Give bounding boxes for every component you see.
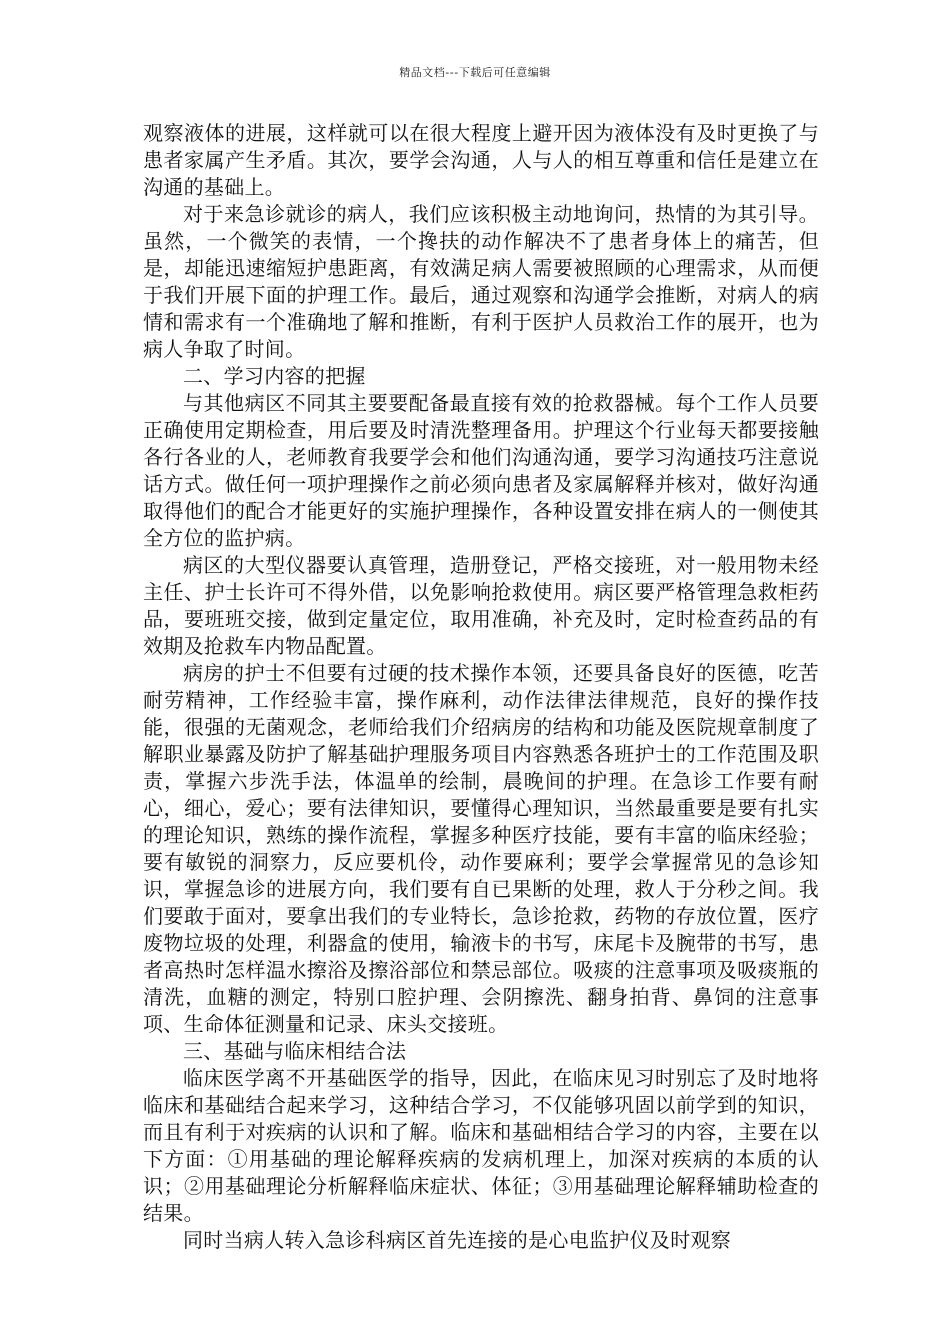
- paragraph-ward-instruments: 病区的大型仪器要认真管理，造册登记，严格交接班，对一般用物未经主任、护士长许可不得外借，以免影响抢救使用。病区要严格管理急救柜药品，要班班交接，做到定量定位，取用准确，补充及时，定时检查药品的有效期及抢救车内物品配置。: [143, 553, 819, 658]
- paragraph-equipment: 与其他病区不同其主要要配备最直接有效的抢救器械。每个工作人员要正确使用定期检查，用后要及时清洗整理备用。护理这个行业每天都要接触各行各业的人，老师教育我要学会和他们沟通沟通，要学习沟通技巧注意说话方式。做任何一项护理操作之前必须向患者及家属解释并核对，做好沟通取得他们的配合才能更好的实施护理操作，各种设置安排在病人的一侧使其全方位的监护病。: [143, 391, 819, 550]
- paragraph-nurse-skills: 病房的护士不但要有过硬的技术操作本领，还要具备良好的医德，吃苦耐劳精神，工作经验丰富，操作麻利，动作法律法律规范，良好的操作技能，很强的无菌观念，老师给我们介绍病房的结构和功能及医院规章制度了解职业暴露及防护了解基础护理服务项目内容熟悉各班护士的工作范围及职责，掌握六步洗手法，体温单的绘制，晨晚间的护理。在急诊工作要有耐心，细心，爱心；要有法律知识，要懂得心理知识，当然最重要是要有扎实的理论知识，熟练的操作流程，掌握多种医疗技能，要有丰富的临床经验；要有敏锐的洞察力，反应要机伶，动作要麻利；要学会掌握常见的急诊知识，掌握急诊的进展方向，我们要有自已果断的处理，救人于分秒之间。我们要敢于面对，要拿出我们的专业特长，急诊抢救，药物的存放位置，医疗废物垃圾的处理，利器盒的使用，输液卡的书写，床尾卡及腕带的书写，患者高热时怎样温水擦浴及擦浴部位和禁忌部位。吸痰的注意事项及吸痰瓶的清洗，血糖的测定，特别口腔护理、会阴擦洗、翻身拍背、鼻饲的注意事项、生命体征测量和记录、床头交接班。: [143, 661, 819, 1036]
- document-body: [143, 120, 819, 1254]
- page-header: 精品文档---下载后可任意编辑: [399, 66, 551, 79]
- paragraph-emergency-patients: 对于来急诊就诊的病人，我们应该积极主动地询问，热情的为其引导。虽然，一个微笑的表情，一个搀扶的动作解决不了患者身体上的痛苦，但是，却能迅速缩短护患距离，有效满足病人需要被照顾的心理需求，从而便于我们开展下面的护理工作。最后，通过观察和沟通学会推断，对病人的病情和需求有一个准确地了解和推断，有利于医护人员救治工作的展开，也为病人争取了时间。: [143, 202, 819, 361]
- paragraph-ecg-monitoring: 同时当病人转入急诊科病区首先连接的是心电监护仪及时观察: [183, 1228, 732, 1252]
- paragraph-clinical-basic-medicine: 临床医学离不开基础医学的指导，因此，在临床见习时别忘了及时地将临床和基础结合起来学习，这种结合学习，不仅能够巩固以前学到的知识，而且有利于对疾病的认识和了解。临床和基础相结合学习的内容，主要在以下方面：①用基础的理论解释疾病的发病机理上，加深对疾病的本质的认识；②用基础理论分析解释临床症状、体征；③用基础理论解释辅助检查的结果。: [143, 1066, 819, 1225]
- section-heading-learning-content: 二、学习内容的把握: [183, 364, 366, 388]
- section-heading-basic-clinical: 三、基础与临床相结合法: [183, 1039, 407, 1063]
- paragraph-continuation: 观察液体的进展，这样就可以在很大程度上避开因为液体没有及时更换了与患者家属产生矛盾。其次，要学会沟通，人与人的相互尊重和信任是建立在沟通的基础上。: [143, 121, 819, 199]
